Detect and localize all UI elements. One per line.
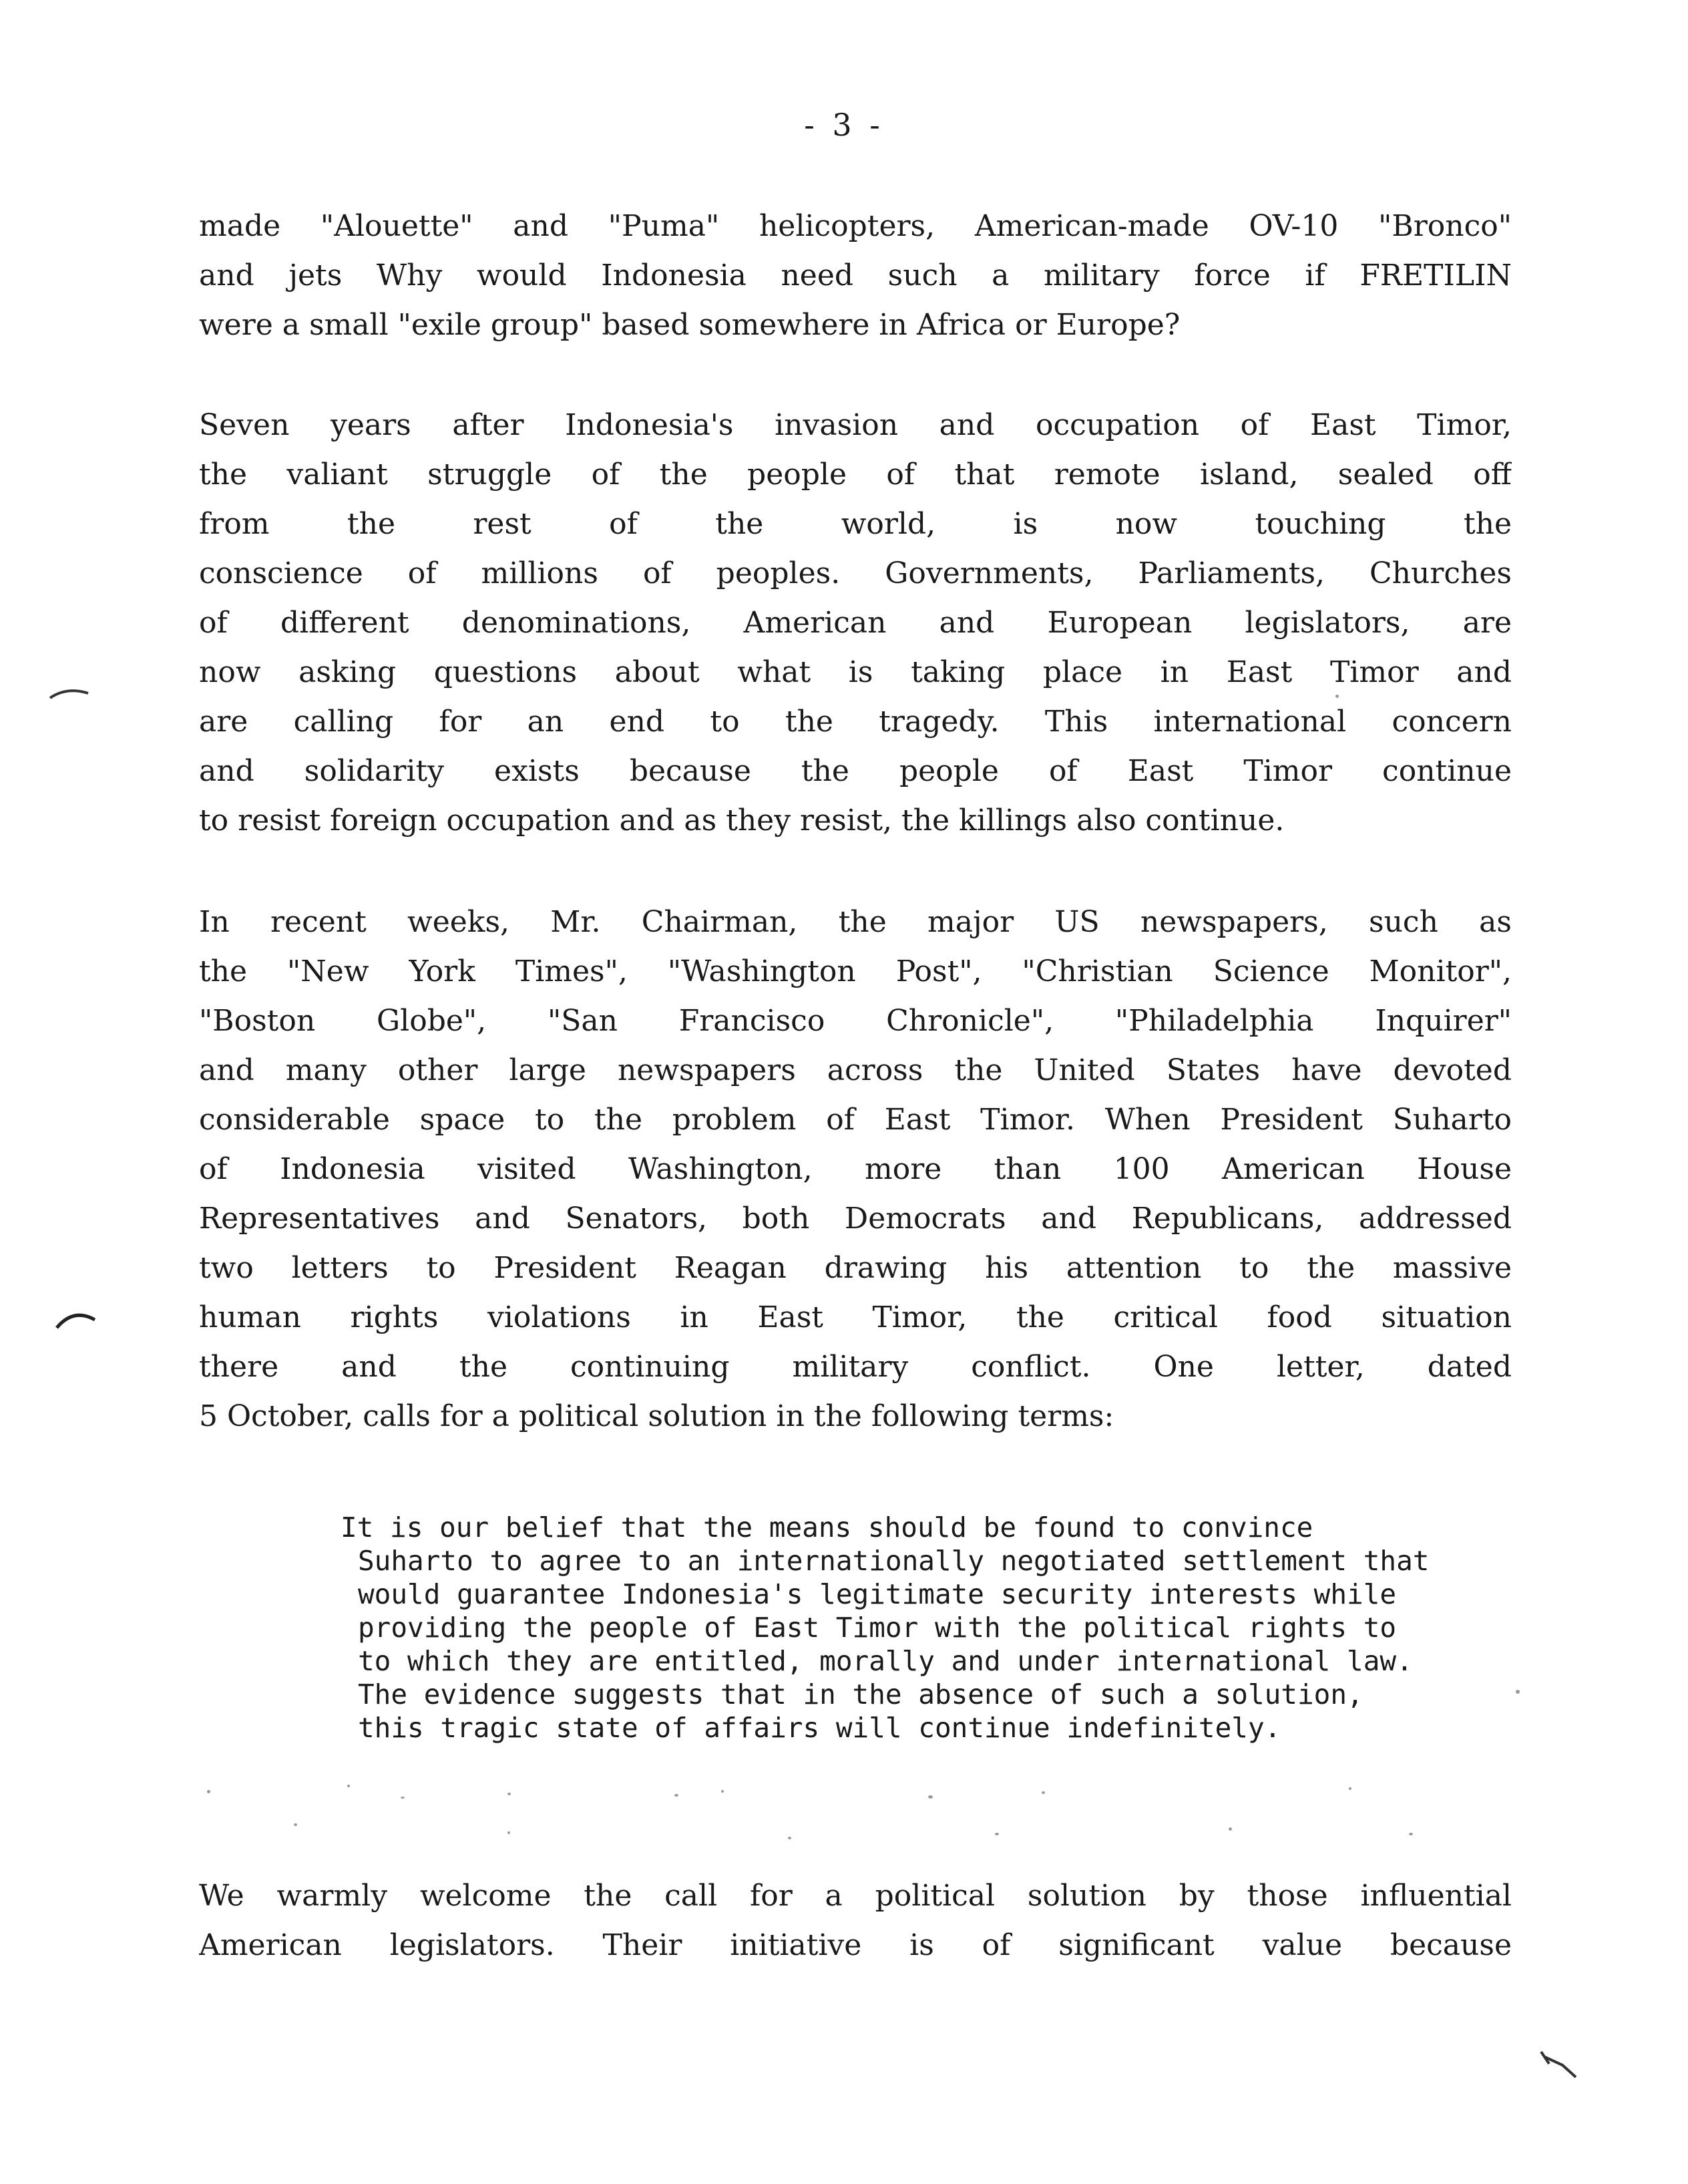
paragraph-line: the "New York Times", "Washington Post", "Christian Science Monitor", [199,954,1512,988]
paragraph-line: 5 October, calls for a political solution in the following terms: [199,1399,1114,1433]
quote-line: would guarantee Indonesia's legitimate security interests while [358,1578,1397,1610]
paragraph-line: the valiant struggle of the people of that remote island, sealed off [199,458,1512,492]
margin-mark [53,1302,100,1336]
paragraph-line: Representatives and Senators, both Democrats and Republicans, addressed [199,1202,1512,1236]
paragraph-line: there and the continuing military conflict. One letter, dated [199,1350,1512,1384]
quote-line: It is our belief that the means should be found to convince [341,1511,1313,1543]
quote-line: Suharto to agree to an internationally negotiated settlement that [358,1545,1430,1577]
paragraph-line: from the rest of the world, is now touching the [199,507,1512,541]
quote-line: The evidence suggests that in the absence of such a solution, [358,1678,1363,1710]
paragraph-line: conscience of millions of peoples. Governments, Parliaments, Churches [199,556,1512,590]
margin-mark [47,681,93,708]
paragraph-line: and solidarity exists because the people of East Timor continue [199,754,1512,788]
quote-line: to which they are entitled, morally and under international law. [358,1645,1413,1677]
paragraph-line: considerable space to the problem of East Timor. When President Suharto [199,1103,1512,1137]
paragraph-line: and many other large newspapers across the United States have devoted [199,1053,1512,1087]
corner-mark [1536,2044,1582,2090]
paragraph-line: are calling for an end to the tragedy. This international concern [199,705,1512,739]
paragraph-line: In recent weeks, Mr. Chairman, the major US newspapers, such as [199,905,1512,939]
paragraph-line: of Indonesia visited Washington, more than 100 American House [199,1152,1512,1186]
quote-line: this tragic state of affairs will continue indefinitely. [358,1712,1281,1744]
paragraph-line: "Boston Globe", "San Francisco Chronicle", "Philadelphia Inquirer" [199,1004,1512,1038]
paragraph-line: made "Alouette" and "Puma" helicopters, American-made OV-10 "Bronco" [199,209,1512,243]
paragraph-line: Seven years after Indonesia's invasion and occupation of East Timor, [199,408,1512,442]
paragraph-line: of different denominations, American and European legislators, are [199,606,1512,640]
paragraph-line: American legislators. Their initiative is of significant value because [199,1928,1512,1962]
page-number: - 3 - [804,107,884,143]
paragraph-line: We warmly welcome the call for a political solution by those influential [199,1879,1512,1913]
paragraph-line: and jets Why would Indonesia need such a military force if FRETILIN [199,258,1512,293]
paragraph-line: now asking questions about what is taking place in East Timor and [199,655,1512,689]
paragraph-line: to resist foreign occupation and as they resist, the killings also continue. [199,803,1285,838]
paragraph-line: were a small "exile group" based somewhere in Africa or Europe? [199,308,1181,342]
paragraph-line: human rights violations in East Timor, the critical food situation [199,1300,1512,1334]
quote-line: providing the people of East Timor with the political rights to [358,1612,1397,1644]
paragraph-line: two letters to President Reagan drawing his attention to the massive [199,1251,1512,1285]
